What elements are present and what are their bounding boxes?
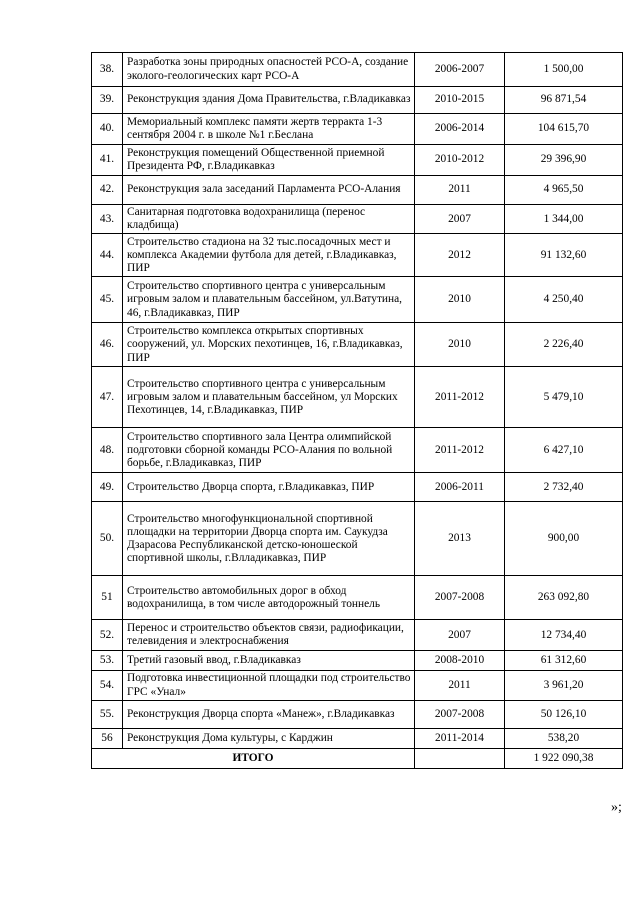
total-amount: 1 922 090,38 <box>505 748 623 768</box>
project-amount: 12 734,40 <box>505 620 623 651</box>
total-period <box>415 748 505 768</box>
table-row <box>92 671 623 700</box>
table-row <box>92 176 623 205</box>
project-amount: 538,20 <box>505 728 623 748</box>
project-name: Реконструкция Дворца спорта «Манеж», г.Владикавказ <box>123 700 415 728</box>
table-row <box>92 205 623 234</box>
project-name: Строительство спортивного зала Центра олимпийской подготовки сборной команды РСО-Алания по вольной борьбе, г.Владикавказ, ПИР <box>123 428 415 473</box>
project-period: 2011 <box>415 671 505 700</box>
project-name: Строительство многофункциональной спортивной площадки на территории Дворца спорта им. Саукудза Дзарасова Республиканской детско-юношеской спортивной школы, г.Влладикавказ, ПИР <box>123 502 415 576</box>
total-row <box>92 748 623 768</box>
project-period: 2007-2008 <box>415 576 505 620</box>
project-name: Реконструкция помещений Общественной приемной Президента РФ, г.Владикавказ <box>123 145 415 176</box>
row-number: 39. <box>92 87 123 114</box>
row-number: 38. <box>92 53 123 87</box>
project-period: 2010-2012 <box>415 145 505 176</box>
table-row <box>92 428 623 473</box>
row-number: 42. <box>92 176 123 205</box>
project-period: 2010-2015 <box>415 87 505 114</box>
table-row <box>92 87 623 114</box>
project-name: Мемориальный комплекс памяти жертв терракта 1-3 сентября 2004 г. в школе №1 г.Беслана <box>123 114 415 145</box>
table-row <box>92 234 623 277</box>
row-number: 54. <box>92 671 123 700</box>
closing-quote-mark: »; <box>611 800 622 815</box>
project-name: Реконструкция здания Дома Правительства, г.Владикавказ <box>123 87 415 114</box>
row-number: 47. <box>92 367 123 428</box>
project-period: 2013 <box>415 502 505 576</box>
row-number: 53. <box>92 651 123 671</box>
table-row <box>92 728 623 748</box>
project-period: 2007-2008 <box>415 700 505 728</box>
project-amount: 91 132,60 <box>505 234 623 277</box>
table-row <box>92 114 623 145</box>
table-row <box>92 473 623 502</box>
row-number: 50. <box>92 502 123 576</box>
expenditure-table <box>91 52 623 769</box>
project-name: Перенос и строительство объектов связи, радиофикации, телевидения и электроснабжения <box>123 620 415 651</box>
project-name: Разработка зоны природных опасностей РСО-А, создание эколого-геологических карт РСО-А <box>123 53 415 87</box>
project-period: 2010 <box>415 323 505 367</box>
project-amount: 2 226,40 <box>505 323 623 367</box>
project-amount: 900,00 <box>505 502 623 576</box>
project-amount: 2 732,40 <box>505 473 623 502</box>
project-amount: 4 965,50 <box>505 176 623 205</box>
table-row <box>92 502 623 576</box>
row-number: 56 <box>92 728 123 748</box>
row-number: 43. <box>92 205 123 234</box>
project-period: 2007 <box>415 620 505 651</box>
row-number: 46. <box>92 323 123 367</box>
project-amount: 29 396,90 <box>505 145 623 176</box>
row-number: 49. <box>92 473 123 502</box>
project-amount: 5 479,10 <box>505 367 623 428</box>
row-number: 44. <box>92 234 123 277</box>
table-row <box>92 620 623 651</box>
row-number: 41. <box>92 145 123 176</box>
project-period: 2006-2007 <box>415 53 505 87</box>
project-name: Подготовка инвестиционной площадки под строительство ГРС «Унал» <box>123 671 415 700</box>
row-number: 45. <box>92 277 123 323</box>
project-amount: 1 344,00 <box>505 205 623 234</box>
table-row <box>92 367 623 428</box>
project-name: Строительство спортивного центра с универсальным игровым залом и плавательным бассейном, ул.Ватутина, 46, г.Владикавказ, ПИР <box>123 277 415 323</box>
project-period: 2011-2014 <box>415 728 505 748</box>
project-amount: 1 500,00 <box>505 53 623 87</box>
project-name: Строительство Дворца спорта, г.Владикавказ, ПИР <box>123 473 415 502</box>
project-name: Строительство автомобильных дорог в обход водохранилища, в том числе автодорожный тоннель <box>123 576 415 620</box>
project-period: 2006-2014 <box>415 114 505 145</box>
project-name: Строительство стадиона на 32 тыс.посадочных мест и комплекса Академии футбола для детей, г.Владикавказ, ПИР <box>123 234 415 277</box>
project-amount: 3 961,20 <box>505 671 623 700</box>
project-name: Реконструкция Дома культуры, с Карджин <box>123 728 415 748</box>
table-row <box>92 53 623 87</box>
project-amount: 263 092,80 <box>505 576 623 620</box>
row-number: 40. <box>92 114 123 145</box>
project-period: 2011 <box>415 176 505 205</box>
table-row <box>92 651 623 671</box>
total-label: ИТОГО <box>92 748 415 768</box>
project-amount: 61 312,60 <box>505 651 623 671</box>
project-period: 2008-2010 <box>415 651 505 671</box>
project-name: Реконструкция зала заседаний Парламента РСО-Алания <box>123 176 415 205</box>
project-period: 2010 <box>415 277 505 323</box>
project-amount: 4 250,40 <box>505 277 623 323</box>
project-period: 2011-2012 <box>415 367 505 428</box>
project-name: Третий газовый ввод, г.Владикавказ <box>123 651 415 671</box>
project-amount: 96 871,54 <box>505 87 623 114</box>
project-name: Строительство комплекса открытых спортивных сооружений, ул. Морских пехотинцев, 16, г.Владикавказ, ПИР <box>123 323 415 367</box>
row-number: 51 <box>92 576 123 620</box>
table-body <box>92 53 623 769</box>
project-amount: 6 427,10 <box>505 428 623 473</box>
project-amount: 50 126,10 <box>505 700 623 728</box>
project-period: 2011-2012 <box>415 428 505 473</box>
project-period: 2012 <box>415 234 505 277</box>
project-period: 2007 <box>415 205 505 234</box>
table-row <box>92 323 623 367</box>
row-number: 48. <box>92 428 123 473</box>
project-name: Строительство спортивного центра с универсальным игровым залом и плавательным бассейном, ул Морских Пехотинцев, 14, г.Владикавказ, ПИР <box>123 367 415 428</box>
row-number: 55. <box>92 700 123 728</box>
table-row <box>92 576 623 620</box>
table-row <box>92 145 623 176</box>
table-row <box>92 277 623 323</box>
table-row <box>92 700 623 728</box>
project-amount: 104 615,70 <box>505 114 623 145</box>
project-name: Санитарная подготовка водохранилища (перенос кладбища) <box>123 205 415 234</box>
project-period: 2006-2011 <box>415 473 505 502</box>
row-number: 52. <box>92 620 123 651</box>
